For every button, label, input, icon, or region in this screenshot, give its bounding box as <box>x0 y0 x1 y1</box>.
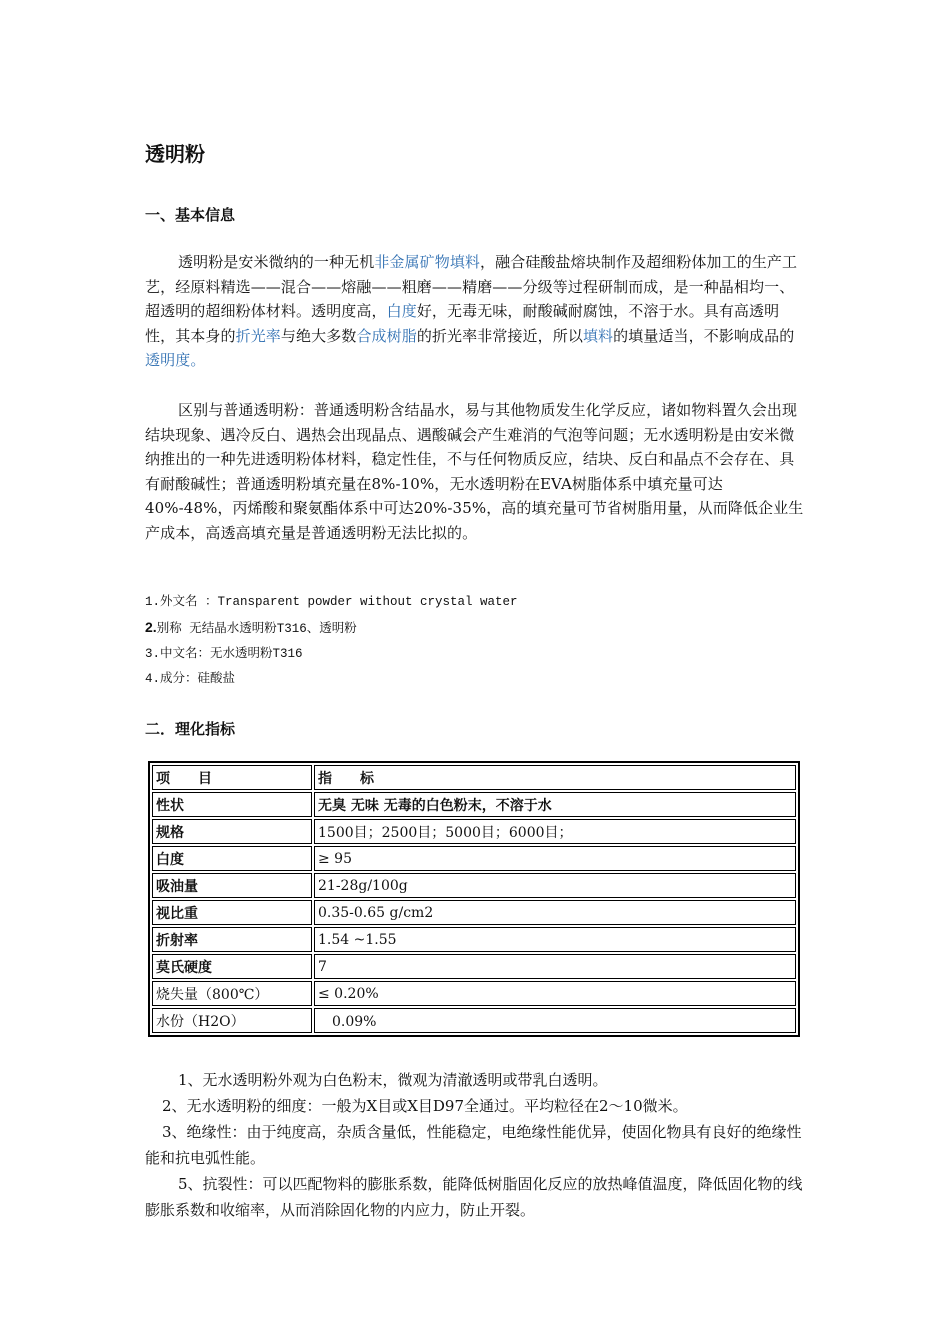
table-row <box>152 927 796 952</box>
list-item-composition: 4.成分：硅酸盐 <box>145 672 236 686</box>
table-row <box>152 954 796 979</box>
text-segment: 好，无毒无味，耐酸碱耐腐蚀，不溶于水。具有高透明性，其本身的 <box>145 302 780 345</box>
text-segment: 的折光率非常接近，所以 <box>416 326 583 345</box>
basic-info-list <box>145 590 805 692</box>
table-cell-item: 莫氏硬度 <box>152 954 312 979</box>
link-transparency[interactable]: 透明度 <box>145 351 191 369</box>
table-cell-value: ≤ 0.20% <box>314 981 796 1006</box>
spec-table-body <box>152 765 796 1033</box>
table-cell-value: ≥ 95 <box>314 846 796 871</box>
section-heading-basic-info: 一、基本信息 <box>145 206 236 224</box>
link-refractive-index[interactable]: 折光率 <box>235 326 281 345</box>
table-cell-value: 0.35-0.65 g/cm2 <box>314 900 796 925</box>
note-item: 3、绝缘性：由于纯度高，杂质含量低，性能稳定，电绝缘性能优异，使固化物具有良好的绝缘性能和抗电弧性能。 <box>145 1123 802 1167</box>
text-segment: 。 <box>190 351 206 369</box>
table-cell-item: 规格 <box>152 819 312 844</box>
table-cell-value: 0.09% <box>314 1008 796 1033</box>
list-item-foreign-name: 1.外文名 ：Transparent powder without crystal water <box>145 595 518 609</box>
table-row <box>152 900 796 925</box>
list-item-chinese-name: 3.中文名：无水透明粉T316 <box>145 647 303 661</box>
list-item-alias <box>145 615 805 642</box>
text-segment: 透明粉是安米微纳的一种无机 <box>178 253 375 271</box>
table-cell-item: 视比重 <box>152 900 312 925</box>
table-row <box>152 873 796 898</box>
table-cell-value: 无臭 无味 无毒的白色粉末，不溶于水 <box>314 792 796 817</box>
list-item-number: 2. <box>145 619 157 635</box>
note-item: 2、无水透明粉的细度：一般为X目或X目D97全通过。平均粒径在2～10微米。 <box>162 1097 688 1115</box>
note-item: 1、无水透明粉外观为白色粉末，微观为清澈透明或带乳白透明。 <box>178 1071 608 1089</box>
intro-paragraph <box>145 250 805 373</box>
table-cell-value: 1.54 ~1.55 <box>314 927 796 952</box>
section-heading-specs: 二．理化指标 <box>145 720 236 738</box>
table-cell-item: 吸油量 <box>152 873 312 898</box>
table-row <box>152 819 796 844</box>
table-header-cell: 指 标 <box>314 765 796 790</box>
table-cell-item: 白度 <box>152 846 312 871</box>
text-segment: ，融合硅酸盐熔块制作及超细粉体加工的生产工艺，经原料精选——混合——熔融——粗磨——精磨——分级等过程研制而成，是一种晶相均一、超透明的超细粉体材料。透明度高， <box>145 253 798 320</box>
text-segment: 的填量适当，不影响成品的 <box>613 326 795 345</box>
table-cell-item: 性状 <box>152 792 312 817</box>
table-cell-item: 折射率 <box>152 927 312 952</box>
table-header-row <box>152 765 796 790</box>
link-filler[interactable]: 填料 <box>582 326 614 345</box>
table-row <box>152 981 796 1006</box>
comparison-paragraph: 区别与普通透明粉：普通透明粉含结晶水，易与其他物质发生化学反应，诸如物料置久会出现结块现象、遇冷反白、遇热会出现晶点、遇酸碱会产生难消的气泡等问题；无水透明粉是由安米微纳推出的一种先进透明粉体材料，稳定性佳，不与任何物质反应，结块、反白和晶点不会存在、具有耐酸碱性；普通透明粉填充量在8%-10%，无水透明粉在EVA树脂体系中填充量可达40%-48%，丙烯酸和聚氨酯体系中可达20%-35%，高的填充量可节省树脂用量，从而降低企业生产成本，高透高填充量是普通透明粉无法比拟的。 <box>145 401 804 542</box>
table-cell-value: 7 <box>314 954 796 979</box>
text-segment: 与绝大多数 <box>280 326 357 345</box>
table-header-cell: 项 目 <box>152 765 312 790</box>
link-whiteness[interactable]: 白度 <box>386 302 417 320</box>
link-nonmetal-mineral-filler[interactable]: 非金属矿物填料 <box>374 253 481 271</box>
list-item-text: 别称 无结晶水透明粉T316、透明粉 <box>156 622 357 636</box>
table-cell-value: 21-28g/100g <box>314 873 796 898</box>
notes-list <box>145 1067 805 1223</box>
note-item: 5、抗裂性：可以匹配物料的膨胀系数，能降低树脂固化反应的放热峰值温度，降低固化物的线膨胀系数和收缩率，从而消除固化物的内应力，防止开裂。 <box>145 1175 803 1219</box>
table-row <box>152 792 796 817</box>
table-row <box>152 1008 796 1033</box>
table-cell-value: 1500目；2500目；5000目；6000目； <box>314 819 796 844</box>
table-cell-item: 水份（H2O） <box>152 1008 312 1033</box>
table-row <box>152 846 796 871</box>
spec-table <box>148 761 800 1037</box>
table-cell-item: 烧失量（800℃） <box>152 981 312 1006</box>
link-synthetic-resin[interactable]: 合成树脂 <box>356 326 417 345</box>
page-title: 透明粉 <box>145 142 205 166</box>
